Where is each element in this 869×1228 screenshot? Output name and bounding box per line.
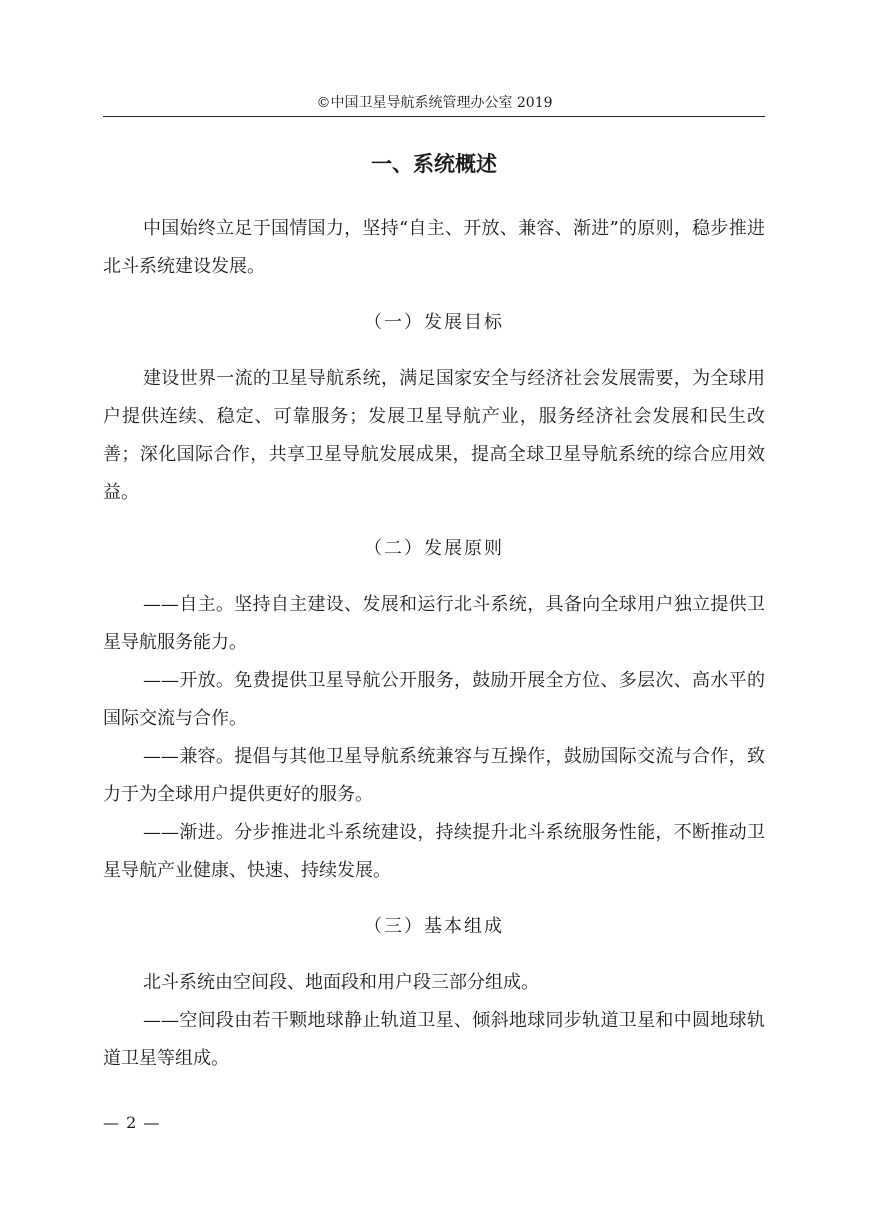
composition-paragraph: 北斗系统由空间段、地面段和用户段三部分组成。 (143, 972, 539, 993)
page-header: ©中国卫星导航系统管理办公室 2019 (316, 95, 553, 111)
goals-paragraph: 建设世界一流的卫星导航系统，满足国家安全与经济社会发展需要，为全球用户提供连续、稳定、可靠服务；发展卫星导航产业，服务经济社会发展和民生改善；深化国际合作，共享卫星导航发展成果，提高全球卫星导航系统的综合应用效益。 (103, 368, 765, 503)
section-title: 一、系统概述 (371, 152, 497, 176)
principle-compatibility: ——兼容。提倡与其他卫星导航系统兼容与互操作，鼓励国际交流与合作，致力于为全球用户提供更好的服务。 (103, 746, 765, 805)
intro-paragraph: 中国始终立足于国情国力，坚持“自主、开放、兼容、渐进”的原则，稳步推进北斗系统建设发展。 (103, 218, 765, 277)
principle-autonomy: ——自主。坚持自主建设、发展和运行北斗系统，具备向全球用户独立提供卫星导航服务能力。 (103, 594, 765, 653)
header-divider (103, 116, 765, 117)
principle-gradualness: ——渐进。分步推进北斗系统建设，持续提升北斗系统服务性能，不断推动卫星导航产业健康、快速、持续发展。 (103, 822, 765, 881)
document-body (103, 144, 765, 1078)
goals-heading: （一）发展目标 (364, 312, 504, 333)
principle-openness: ——开放。免费提供卫星导航公开服务，鼓励开展全方位、多层次、高水平的国际交流与合作。 (103, 670, 765, 729)
principles-heading: （二）发展原则 (364, 538, 504, 559)
page-number: — 2 — (103, 1113, 161, 1132)
composition-heading: （三）基本组成 (364, 916, 504, 937)
space-segment-paragraph: ——空间段由若干颗地球静止轨道卫星、倾斜地球同步轨道卫星和中圆地球轨道卫星等组成。 (103, 1010, 765, 1069)
